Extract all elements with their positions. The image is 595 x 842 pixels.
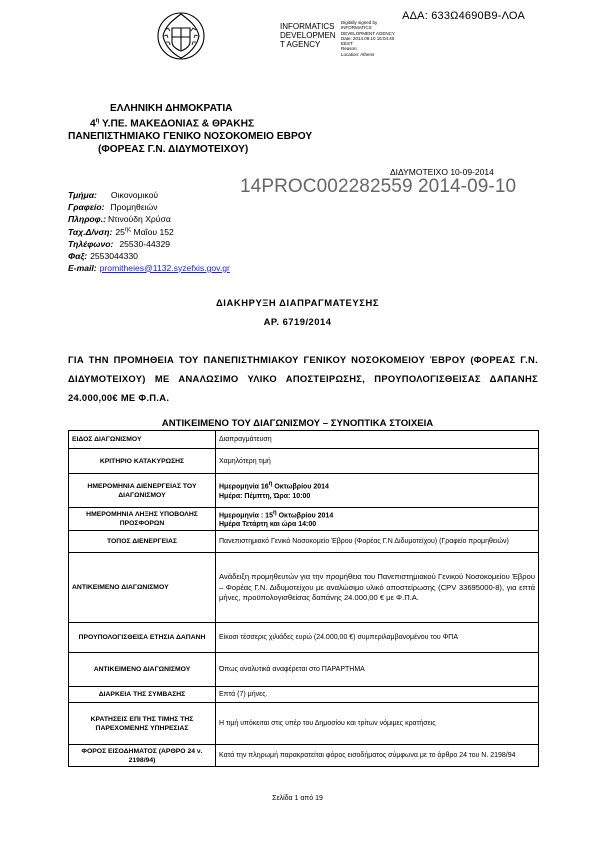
table-value: Κατά την πληρωμή παρακρατείται φόρος εισοδήματος σύμφωνα με το άρθρο 24 του Ν. 2198/94 [216,745,539,767]
table-value: Είκοσι τέσσερις χιλιάδες ευρώ (24.000,00 €) συμπεριλαμβανομένου του ΦΠΑ [216,623,539,653]
table-key: ΦΟΡΟΣ ΕΙΣΟΔΗΜΑΤΟΣ (ΑΡΘΡΟ 24 ν. 2198/94) [69,745,216,767]
table-row [69,623,539,653]
table-value: Διαπραγμάτευση [216,431,539,449]
signature-detail-line: DEVELOPMENT AGENCY [341,30,395,36]
document-date: ΔΙΔΥΜΟΤΕΙΧΟ 10-09-2014 [390,167,494,177]
table-row [69,553,539,623]
authority-line: (ΦΟΡΕΑΣ Γ.Ν. ΔΙΔΥΜΟΤΕΙΧΟΥ) [98,144,249,156]
contact-row [68,190,230,202]
announcement-subject: ΓΙΑ ΤΗΝ ΠΡΟΜΗΘΕΙΑ ΤΟΥ ΠΑΝΕΠΙΣΤΗΜΙΑΚΟΥ ΓΕΝΙΚΟΥ ΝΟΣΟΚΟΜΕΙΟΥ ΈΒΡΟΥ (ΦΟΡΕΑΣ Γ.Ν. ΔΙΔΥΜΟΤΕΙΧΟΥ) ΜΕ ΑΝΑΛΩΣΙΜΟ ΥΛΙΚΟ ΑΠΟΣΤΕΙΡΩΣΗΣ, ΠΡΟΥΠΟΛΟΓΙΣΘΕΙΣΑΣ ΔΑΠΑΝΗΣ 24.000,00€ ΜΕ Φ.Π.Α. [68,354,538,403]
table-value: Όπως αναλυτικά αναφέρεται στο ΠΑΡΑΡΤΗΜΑ [216,653,539,687]
table-value: Επτά (7) μήνες. [216,687,539,703]
table-value: Πανεπιστημιακό Γενικό Νοσοκομείο Έβρου (Φορέας Γ.Ν Διδυμοτείχου) (Γραφείο προμηθειών) [216,531,539,553]
signature-detail-line: EEST [341,41,353,47]
address-sup: ης [124,227,132,234]
table-key: ΤΟΠΟΣ ΔΙΕΝΕΡΓΕΙΑΣ [69,531,216,553]
contact-label: Πληροφ.: [68,213,106,224]
contact-block [68,190,230,274]
summary-heading: ΑΝΤΙΚΕΙΜΕΝΟ ΤΟΥ ΔΙΑΓΩΝΙΣΜΟΥ – ΣΥΝΟΠΤΙΚΑ ΣΤΟΙΧΕΙΑ [161,418,434,429]
greek-emblem-icon [155,10,207,62]
contact-row [68,263,230,275]
signature-org-line: DEVELOPMEN [280,31,336,40]
authority-line: ΕΛΛΗΝΙΚΗ ΔΗΜΟΚΡΑΤΙΑ [110,103,233,114]
table-row [69,431,539,449]
contact-label: Φαξ: [68,250,88,261]
authority-line [68,115,398,130]
page-footer: Σελίδα 1 από 19 [272,795,323,802]
table-key: ΠΡΟΥΠΟΛΟΓΙΣΘΕΙΣΑ ΕΤΗΣΙΑ ΔΑΠΑΝΗ [69,623,216,653]
authority-text: 4 [90,118,96,130]
announcement-number: ΑΡ. 6719/2014 [263,316,332,327]
date-text: Ημερομηνία : 15 [219,512,273,520]
table-key: ΚΡΙΤΗΡΙΟ ΚΑΤΑΚΥΡΩΣΗΣ [69,449,216,474]
authority-sup: η [95,118,100,124]
signature-detail-line: Date: 2014.09.10 15:04:40 [341,35,395,41]
contact-label: E-mail: [68,262,97,273]
table-row [69,703,539,745]
table-row [69,653,539,687]
table-key: ΑΝΤΙΚΕΙΜΕΝΟ ΔΙΑΓΩΝΙΣΜΟΥ [69,553,216,623]
table-row [69,474,539,508]
signature-detail-line: Reason: [341,46,358,52]
table-key: ΚΡΑΤΗΣΕΙΣ ΕΠΙ ΤΗΣ ΤΙΜΗΣ ΤΗΣ ΠΑΡΕΧΟΜΕΝΗΣ ΥΠΗΡΕΣΙΑΣ [69,703,216,745]
contact-value: 2553044330 [90,250,138,261]
summary-table [68,430,539,767]
contact-row [68,214,230,226]
date-text: Ημερομηνία 16 [219,483,269,491]
authority-text: Υ.ΠΕ. ΜΑΚΕΔΟΝΙΑΣ & ΘΡΑΚΗΣ [99,118,255,130]
table-key: ΗΜΕΡΟΜΗΝΙΑ ΛΗΞΗΣ ΥΠΟΒΟΛΗΣ ΠΡΟΣΦΟΡΩΝ [69,508,216,531]
table-value-line [219,509,535,520]
contact-value: 25530-44329 [119,239,170,250]
contact-value: Προμηθειών [110,201,158,212]
contact-row [68,225,230,239]
date-text: Οκτωβρίου 2014 [272,483,329,491]
email-link[interactable]: promitheies@1132.syzefxis.gov.gr [99,262,230,273]
ada-code: ΑΔΑ: 633Ω4690Β9-ΛΟΑ [402,10,525,22]
table-value: Η τιμή υπόκειται στις υπέρ του Δημοσίου και τρίτων νόμιμες κρατήσεις [216,703,539,745]
contact-row [68,202,230,214]
contact-label: Τηλέφωνο: [68,239,114,250]
signature-org-line: T AGENCY [280,40,321,49]
table-key: ΕΙΔΟΣ ΔΙΑΓΩΝΙΣΜΟΥ [69,431,216,449]
table-row [69,745,539,767]
table-value-line [219,480,535,491]
address-text: 25 [115,227,125,238]
table-value: Χαμηλότερη τιμή [216,449,539,474]
contact-value: Ντινούδη Χρύσα [107,213,171,224]
signature-organization [280,22,340,49]
address-text: Μαΐου 152 [131,227,174,238]
contact-label: Τμήμα: [68,190,97,200]
date-sup: η [272,510,277,516]
announcement-title: ΔΙΑΚΗΡΥΞΗ ΔΙΑΠΡΑΓΜΑΤΕΥΣΗΣ [215,297,380,308]
table-value-line: Ημέρα Τετάρτη και ώρα 14:00 [219,521,317,529]
signature-detail-line: Digitally signed by [341,20,378,25]
contact-row [68,239,230,251]
contact-value: Οικονομικού [110,190,159,200]
procurement-id: 14PROC002282559 2014-09-10 [240,176,517,197]
signature-details [341,20,411,57]
table-key: ΑΝΤΙΚΕΙΜΕΝΟ ΔΙΑΓΩΝΙΣΜΟΥ [69,653,216,687]
table-row [69,508,539,531]
contact-label: Ταχ.Δ/νση: [68,227,113,238]
contact-row [68,251,230,263]
signature-detail-line: Location: Athens [341,51,375,57]
contact-label: Γραφείο: [68,201,105,212]
table-row [69,687,539,703]
signature-org-line: INFORMATICS [280,22,335,31]
table-value: Ανάδειξη προμηθευτών για την προμήθεια του Πανεπιστημιακού Γενικού Νοσοκομείου Έβρου – Φορέας Γ.Ν. Διδυμοτείχου με αναλώσιμο υλικό αποστείρωσης (CPV 33695000-8), για επτά μήνες, προϋπολογισθείσας δαπάνης 24.000,00 € με Φ.Π.Α. [216,553,539,623]
table-row [69,449,539,474]
table-key: ΔΙΑΡΚΕΙΑ ΤΗΣ ΣΥΜΒΑΣΗΣ [69,687,216,703]
contact-value [115,227,173,237]
table-value [216,508,539,531]
signature-detail-line: INFORMATICS [341,25,372,31]
table-value [216,474,539,508]
table-value-line: Ημέρα: Πέμπτη, Ώρα: 10:00 [219,492,311,500]
date-text: Οκτωβρίου 2014 [276,512,334,520]
table-key: ΗΜΕΡΟΜΗΝΙΑ ΔΙΕΝΕΡΓΕΙΑΣ ΤΟΥ ΔΙΑΓΩΝΙΣΜΟΥ [69,474,216,508]
table-row [69,531,539,553]
authority-line: ΠΑΝΕΠΙΣΤΗΜΙΑΚΟ ΓΕΝΙΚΟ ΝΟΣΟΚΟΜΕΙΟ ΕΒΡΟΥ [68,131,313,143]
authority-block [68,102,398,156]
date-sup: η [268,481,273,488]
